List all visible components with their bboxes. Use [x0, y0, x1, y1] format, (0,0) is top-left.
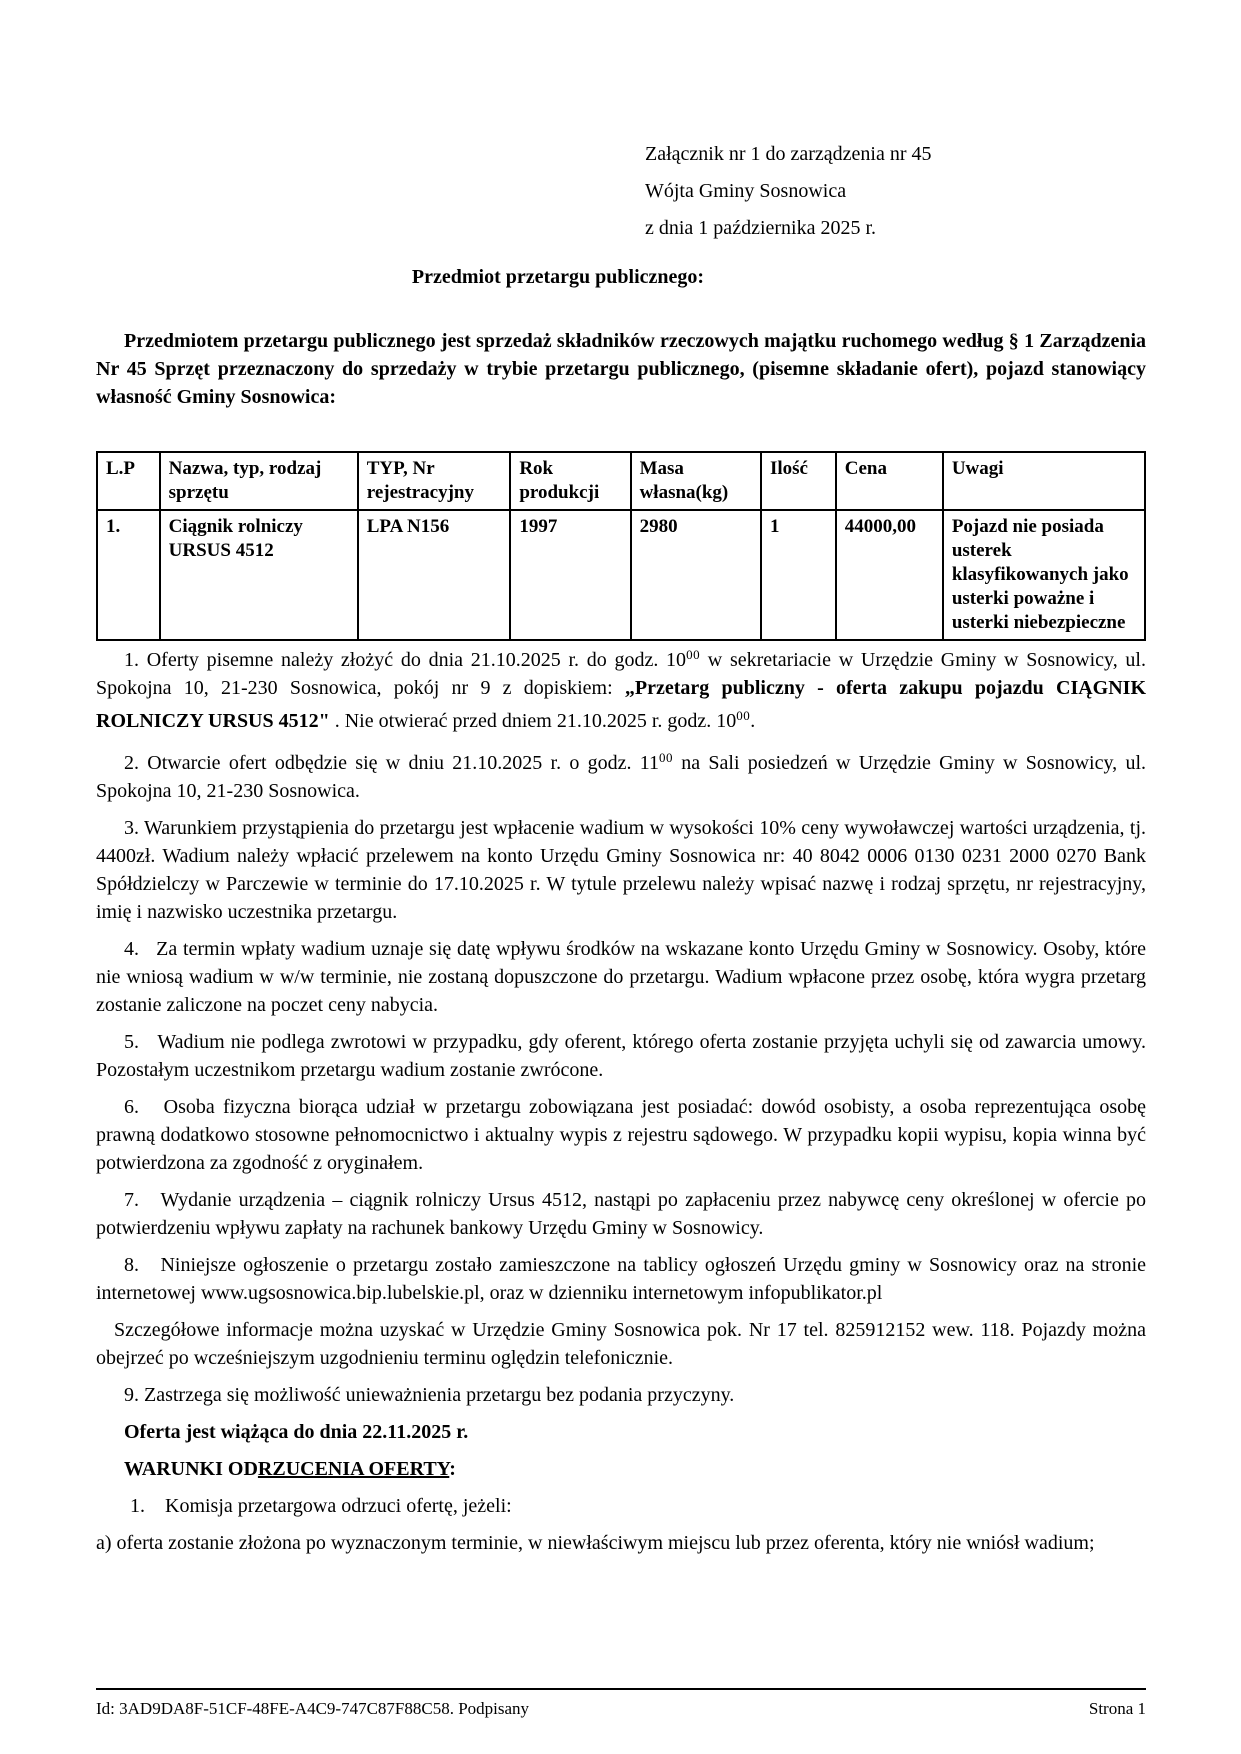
paragraph-9-cancellation [96, 1381, 1146, 1409]
table-header-cell: Cena [836, 452, 943, 510]
text-segment: Oferta jest wiążąca do dnia 22.11.2025 r. [124, 1421, 469, 1443]
text-segment: 3. Warunkiem przystąpienia do przetargu jest wpłacenie wadium w wysokości 10% ceny wywoławczej wartości urządzenia, tj. 4400zł. Wadium należy wpłacić przelewem na konto Urzędu Gminy Sosnowica nr: 40 8042 0006 0130 0231 2000 0270 Bank Spółdzielczy w Parczewie w terminie do 17.10.2025 r. W tytule przelewu należy wpisać nazwę i rodzaj sprzętu, nr rejestracyjny, imię i nazwisko uczestnika przetargu. [96, 817, 1146, 923]
attachment-note-line: Załącznik nr 1 do zarządzenia nr 45 [645, 143, 932, 165]
items-table [96, 451, 1146, 641]
table-header-cell: Rok produkcji [510, 452, 630, 510]
rejection-list-item-a [96, 1529, 1146, 1557]
rejection-conditions-heading [96, 1455, 1146, 1483]
text-segment: 8. Niniejsze ogłoszenie o przetargu zostało zamieszczone na tablicy ogłoszeń Urzędu gminy w Sosnowicy oraz na stronie internetowej www.ugsosnowica.bip.lubelskie.pl, oraz w dzienniku internetowym infopublikator.pl [96, 1254, 1146, 1304]
paragraph-contact-info [96, 1316, 1146, 1372]
attachment-note-line: z dnia 1 października 2025 r. [645, 217, 877, 239]
intro-paragraph: Przedmiotem przetargu publicznego jest sprzedaż składników rzeczowych majątku ruchomego według § 1 Zarządzenia Nr 45 Sprzęt przeznaczony do sprzedaży w trybie przetargu publicznego, (pisemne składanie ofert), pojazd stanowiący własność Gminy Sosnowica: [96, 330, 1146, 408]
text-segment: . Nie otwierać przed dniem 21.10.2025 r. godz. 10 [329, 710, 737, 732]
table-header-cell: L.P [97, 452, 160, 510]
paragraph-8-announcement [96, 1251, 1146, 1307]
page-title: Przedmiot przetargu publicznego: [411, 266, 705, 288]
page-number: Strona 1 [1088, 1699, 1146, 1718]
table-header-row [97, 452, 1145, 510]
table-cell: 1997 [510, 510, 630, 640]
text-segment: 2. Otwarcie ofert odbędzie się w dniu 21.10.2025 r. o godz. 11 [124, 752, 660, 774]
table-cell: Ciągnik rolniczy URSUS 4512 [160, 510, 358, 640]
paragraph-2-opening [96, 744, 1146, 805]
table-cell: 2980 [631, 510, 761, 640]
table-header-cell: Uwagi [943, 452, 1145, 510]
text-segment: Szczegółowe informacje można uzyskać w Urzędzie Gminy Sosnowica pok. Nr 17 tel. 825912152 wew. 118. Pojazdy można obejrzeć po wcześniejszym uzgodnieniu terminu oględzin telefonicznie. [96, 1319, 1146, 1369]
table-cell: Pojazd nie posiada usterek klasyfikowanych jako usterki poważne i usterki niebezpieczne [943, 510, 1145, 640]
text-segment: 5. Wadium nie podlega zwrotowi w przypadku, gdy oferent, którego oferta zostanie przyjęta uchyli się od zawarcia umowy. Pozostałym uczestnikom przetargu wadium zostanie zwrócone. [96, 1031, 1146, 1081]
attachment-note [645, 136, 1146, 247]
text-segment: 00 [736, 708, 751, 723]
table-header-cell: Nazwa, typ, rodzaj sprzętu [160, 452, 358, 510]
text-segment: 7. Wydanie urządzenia – ciągnik rolniczy Ursus 4512, nastąpi po zapłaceniu przez nabywcę ceny określonej w ofercie po potwierdzeniu wpływu zapłaty na rachunek bankowy Urzędu Gminy w Sosnowicy. [96, 1189, 1146, 1239]
attachment-note-line: Wójta Gminy Sosnowica [645, 180, 847, 202]
text-segment: 9. Zastrzega się możliwość unieważnienia przetargu bez podania przyczyny. [124, 1384, 735, 1406]
text-segment: WARUNKI OD [124, 1458, 258, 1480]
table-cell: 1. [97, 510, 160, 640]
paragraph-7-handover [96, 1186, 1146, 1242]
text-segment: . [750, 710, 756, 732]
page-footer [96, 1688, 1146, 1720]
paragraph-1-offer-submission [96, 641, 1146, 735]
table-header-cell: Masa własna(kg) [631, 452, 761, 510]
paragraph-3-wadium [96, 814, 1146, 926]
table-cell: 44000,00 [836, 510, 943, 640]
paragraph-4-wadium-payment-date [96, 935, 1146, 1019]
rejection-list-item-1 [96, 1492, 1146, 1520]
text-segment: na Sali posiedzeń w Urzędzie Gminy w Sosnowicy, ul. Spokojna 10, 21-230 Sosnowica. [96, 752, 1146, 802]
table-header-cell: Ilość [761, 452, 836, 510]
text-segment: 00 [686, 647, 701, 662]
text-segment: 4. Za termin wpłaty wadium uznaje się datę wpływu środków na wskazane konto Urzędu Gminy w Sosnowicy. Osoby, które nie wniosą wadium w w/w terminie, nie zostaną dopuszczone do przetargu. Wadium wpłacone przez osobę, która wygra przetarg zostanie zaliczone na poczet ceny nabycia. [96, 938, 1146, 1016]
text-segment: w sekretariacie w Urzędzie Gminy w Sosnowicy, ul. Spokojna 10, 21-230 Sosnowica, pokój nr 9 z dopiskiem: [96, 649, 1146, 699]
text-segment: 1. Komisja przetargowa odrzuci ofertę, jeżeli: [130, 1495, 512, 1517]
table-row [97, 510, 1145, 640]
offer-binding-date [96, 1418, 1146, 1446]
table-cell: LPA N156 [358, 510, 511, 640]
text-segment: 1. Oferty pisemne należy złożyć do dnia 21.10.2025 r. do godz. 10 [124, 649, 687, 671]
table-cell: 1 [761, 510, 836, 640]
paragraph-6-required-documents [96, 1093, 1146, 1177]
text-segment: a) oferta zostanie złożona po wyznaczonym terminie, w niewłaściwym miejscu lub przez oferenta, który nie wniósł wadium; [96, 1532, 1095, 1554]
text-segment: : [449, 1458, 456, 1480]
text-segment: RZUCENIA OFERTY [257, 1458, 450, 1480]
table-header-cell: TYP, Nr rejestracyjny [358, 452, 511, 510]
document-id-text: Id: 3AD9DA8F-51CF-48FE-A4C9-747C87F88C58. Podpisany [96, 1699, 530, 1718]
text-segment: 00 [659, 750, 674, 765]
paragraph-5-wadium-refund [96, 1028, 1146, 1084]
text-segment: „Przetarg publiczny - oferta zakupu pojazdu CIĄGNIK ROLNICZY URSUS 4512" [96, 677, 1147, 732]
text-segment: 6. Osoba fizyczna biorąca udział w przetargu zobowiązana jest posiadać: dowód osobisty, a osoba reprezentująca osobę prawną dodatkowo stosowne pełnomocnictwo i aktualny wypis z rejestru sądowego. W przypadku kopii wypisu, kopia winna być potwierdzona za zgodność z oryginałem. [96, 1096, 1146, 1174]
